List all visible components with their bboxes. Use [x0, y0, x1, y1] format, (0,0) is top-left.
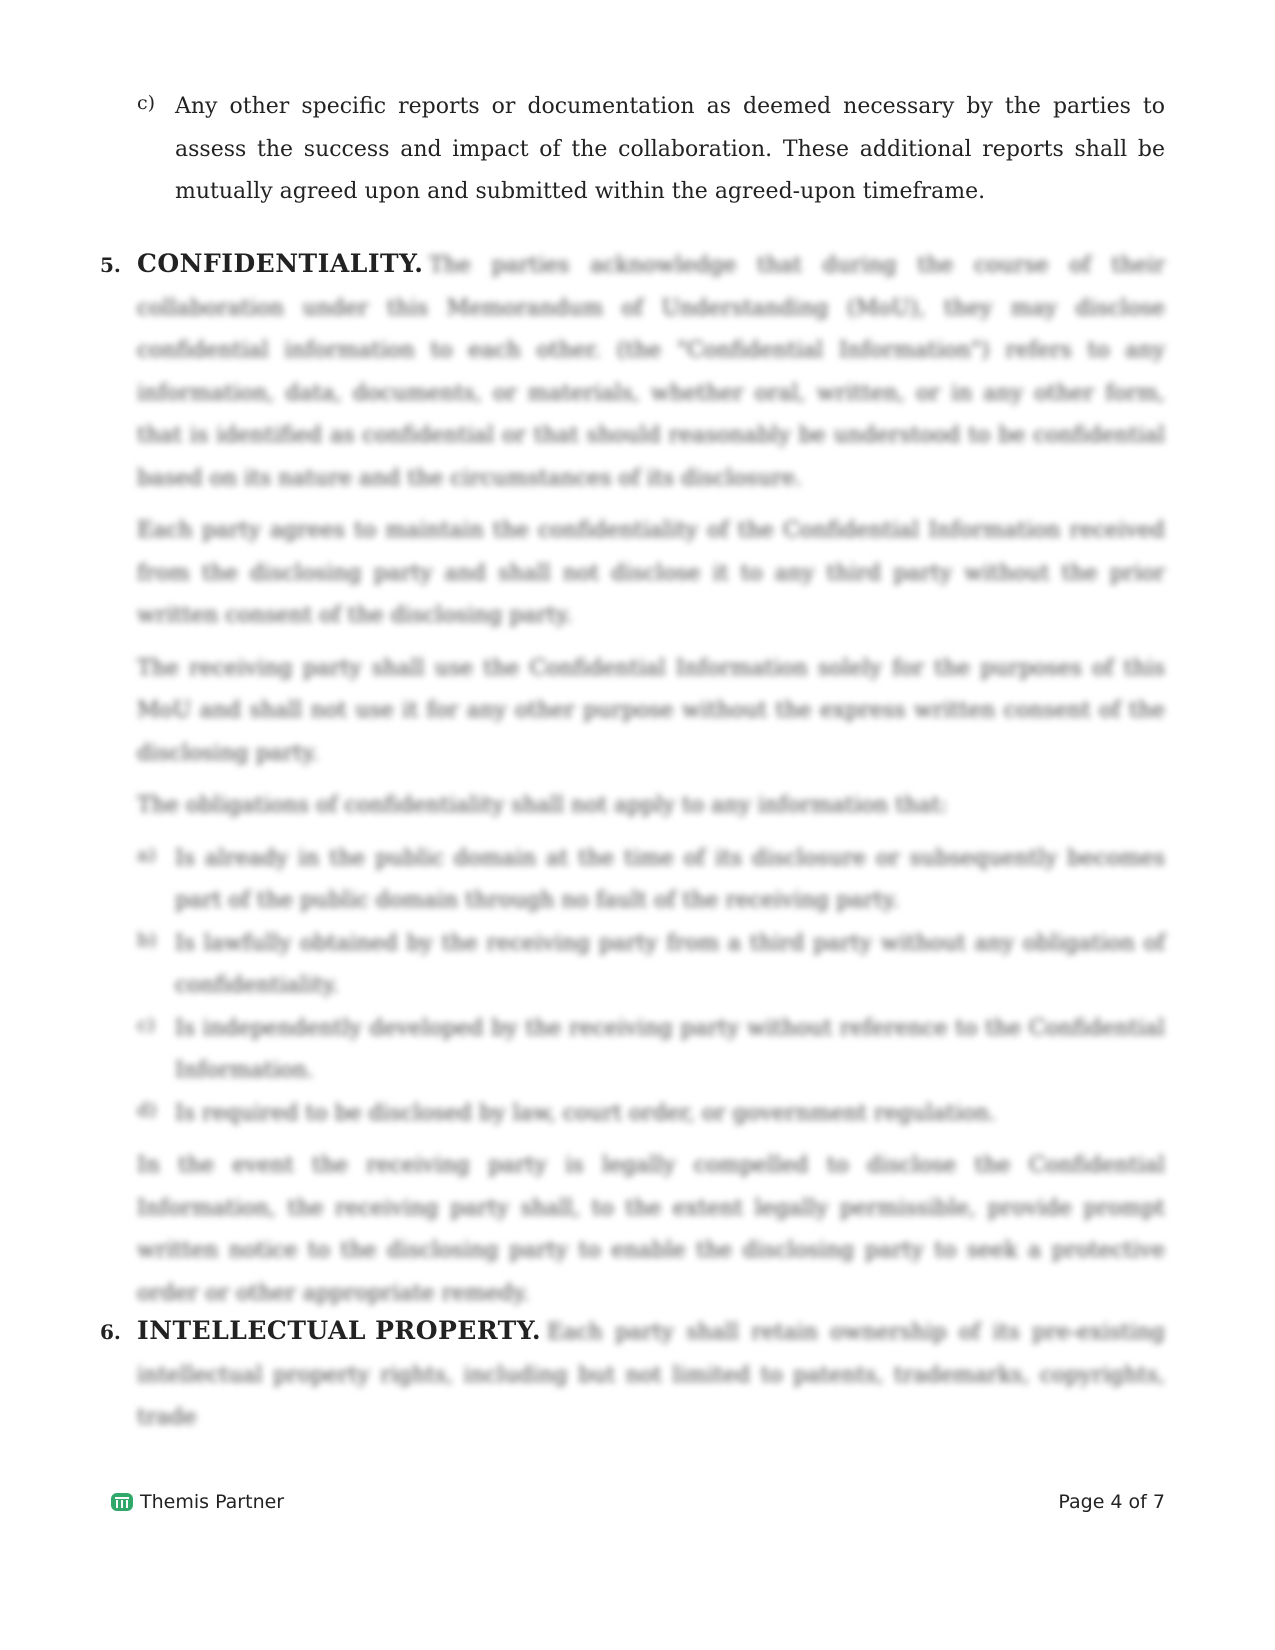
- list-marker: d): [137, 1098, 157, 1121]
- section-intro: Each party shall retain ownership of its pre-existing intellectual property rights, including but not limited to patents, trademarks, copyrights, trade: [137, 1320, 1165, 1430]
- list-item-text: Is independently developed by the receiving party without reference to the Confidential Information.: [175, 1015, 1165, 1083]
- list-item: [137, 923, 1165, 1008]
- page-footer: [110, 1482, 1165, 1522]
- themis-partner-logo-icon: [110, 1491, 134, 1513]
- paragraph: The obligations of confidentiality shall not apply to any information that:: [137, 793, 948, 818]
- list-marker: b): [137, 928, 157, 951]
- section-intellectual-property: [100, 1316, 1165, 1440]
- section-title: INTELLECTUAL PROPERTY.: [137, 1316, 542, 1345]
- section-number: 6.: [100, 1320, 121, 1344]
- list-item: [137, 1008, 1165, 1093]
- list-item-c: [137, 86, 1165, 214]
- section-number: 5.: [100, 253, 121, 277]
- paragraph: The receiving party shall use the Confidential Information solely for the purposes of this MoU and shall not use it for any other purpose without the express written consent of the disclosing party.: [137, 655, 1165, 766]
- exceptions-list: [137, 838, 1165, 1136]
- list-marker: c): [137, 1013, 156, 1036]
- page-number: Page 4 of 7: [1058, 1491, 1165, 1513]
- paragraph: Each party agrees to maintain the confidentiality of the Confidential Information received from the disclosing party and shall not disclose it to any third party without the prior written consent of the disclosing party.: [137, 518, 1165, 628]
- list-item-text: Is required to be disclosed by law, court order, or government regulation.: [175, 1100, 997, 1126]
- list-item: [137, 838, 1165, 923]
- list-item: [137, 1093, 1165, 1136]
- list-item-text: Any other specific reports or documentation as deemed necessary by the parties to assess the success and impact of the collaboration. These additional reports shall be mutually agreed upon and submitted within the agreed-upon timeframe.: [175, 94, 1165, 204]
- section-intro: The parties acknowledge that during the course of their collaboration under this Memorandum of Understanding (MoU), they may disclose confidential information to each other. (the "Confidential Information") refers to any information, data, documents, or materials, whether oral, written, or in any other form, that is identified as confidential or that should reasonably be understood to be confidential based on its nature and the circumstances of its disclosure.: [137, 253, 1165, 491]
- brand-name: Themis Partner: [140, 1491, 285, 1513]
- paragraph: In the event the receiving party is legally compelled to disclose the Confidential Information, the receiving party shall, to the extent legally permissible, provide prompt written notice to the disclosing party to enable the disclosing party to seek a protective order or other appropriate remedy.: [137, 1153, 1165, 1306]
- section-confidentiality: [100, 249, 1165, 1315]
- list-marker: a): [137, 843, 156, 866]
- brand: [110, 1491, 284, 1513]
- list-marker: c): [137, 92, 156, 114]
- section-title: CONFIDENTIALITY.: [137, 249, 424, 278]
- list-item-text: Is lawfully obtained by the receiving party from a third party without any obligation of confidentiality.: [175, 930, 1165, 998]
- list-item-text: Is already in the public domain at the time of its disclosure or subsequently becomes part of the public domain through no fault of the receiving party.: [175, 845, 1165, 913]
